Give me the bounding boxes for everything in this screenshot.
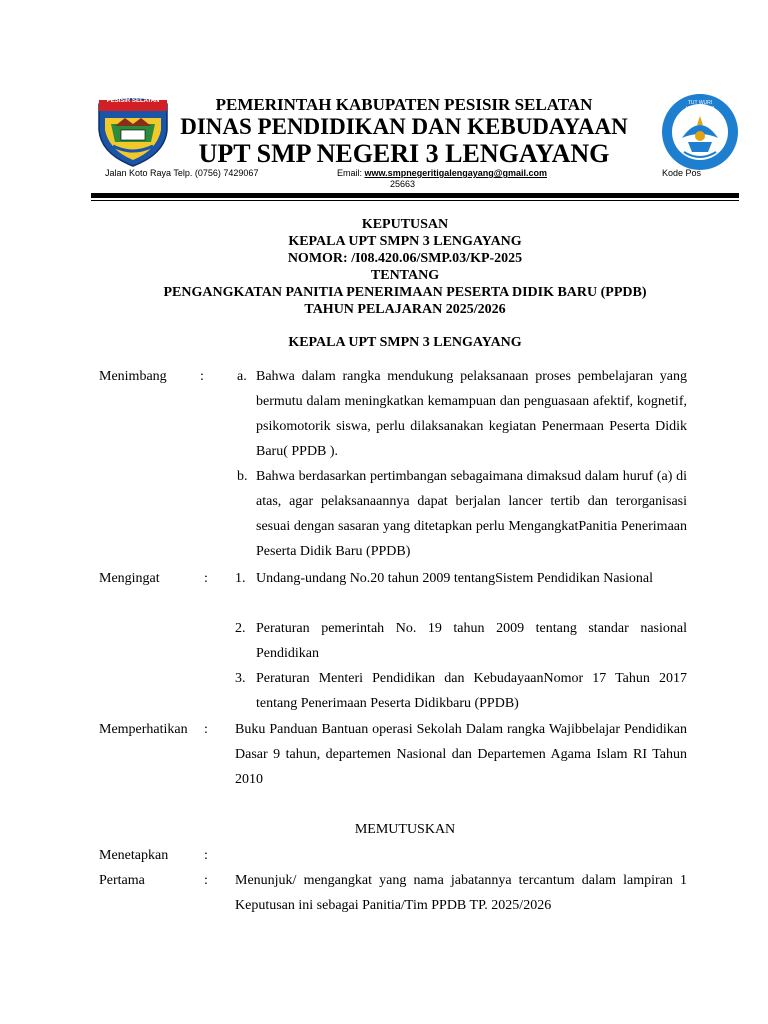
- decree-number: NOMOR: /I08.420.06/SMP.03/KP-2025: [287, 251, 523, 266]
- mengingat-item-text: Undang-undang No.20 tahun 2009 tentangSistem Pendidikan Nasional: [256, 571, 653, 586]
- decree-signer-heading: KEPALA UPT SMPN 3 LENGAYANG: [288, 335, 522, 350]
- mengingat-item-marker: 2.: [235, 621, 246, 636]
- menimbang-item-marker: a.: [237, 369, 247, 384]
- pertama-text: Menunjuk/ mengangkat yang nama jabatannya tercantum dalam lampiran 1 Keputusan ini sebagai Panitia/Tim PPDB TP. 2025/2026: [235, 873, 687, 913]
- memutuskan-heading: MEMUTUSKAN: [354, 822, 456, 837]
- decree-title: KEPUTUSAN: [361, 217, 449, 232]
- pertama-label: Pertama: [99, 873, 145, 888]
- pertama-colon: :: [204, 873, 208, 888]
- memperhatikan-text: Buku Panduan Bantuan operasi Sekolah Dalam rangka Wajibbelajar Pendidikan Dasar 9 tahun, departemen Nasional dan Departemen Agama Islam RI Tahun 2010: [235, 722, 687, 787]
- menimbang-label: Menimbang: [99, 369, 167, 384]
- menetapkan-label: Menetapkan: [99, 848, 169, 863]
- letterhead-email-label: Email:: [337, 168, 365, 178]
- decree-about: TENTANG: [370, 268, 440, 283]
- letterhead-address: Jalan Koto Raya Telp. (0756) 7429067: [105, 168, 259, 178]
- letterhead-thin-rule: [91, 200, 739, 201]
- letterhead-thick-rule: [91, 193, 739, 198]
- decree-school-year: TAHUN PELAJARAN 2025/2026: [304, 302, 506, 317]
- letterhead-postal-label: Kode Pos: [662, 168, 702, 178]
- decree-issuer: KEPALA UPT SMPN 3 LENGAYANG: [288, 234, 522, 249]
- memperhatikan-colon: :: [204, 722, 208, 737]
- tut-wuri-handayani-label: TUT WURI HANDAYANI: [685, 100, 715, 112]
- letterhead-government: PEMERINTAH KABUPATEN PESISIR SELATAN: [215, 95, 593, 114]
- menetapkan-colon: :: [204, 848, 208, 863]
- mengingat-item-text: Peraturan Menteri Pendidikan dan KebudayaanNomor 17 Tahun 2017 tentang Penerimaan Peserta Didikbaru (PPDB): [256, 671, 687, 711]
- mengingat-item-text: Peraturan pemerintah No. 19 tahun 2009 tentang standar nasional Pendidikan: [256, 621, 687, 661]
- mengingat-colon: :: [204, 571, 208, 586]
- letterhead-email-block: [337, 168, 547, 178]
- menimbang-item-marker: b.: [237, 469, 248, 484]
- letterhead-school-name: UPT SMP NEGERI 3 LENGAYANG: [198, 139, 610, 168]
- menimbang-item-text: Bahwa berdasarkan pertimbangan sebagaimana dimaksud dalam huruf (a) di atas, agar pelaksanaannya dapat berjalan lancer tertib dan terorganisasi sesuai dengan sasaran yang ditetapkan perlu MengangkatPanitia Penerimaan Peserta Didik Baru (PPDB): [256, 469, 687, 559]
- mengingat-item-marker: 1.: [235, 571, 246, 586]
- mengingat-label: Mengingat: [99, 571, 160, 586]
- menimbang-item-text: Bahwa dalam rangka mendukung pelaksanaan proses pembelajaran yang bermutu dalam meningkatkan kemampuan dan penguasaan afektif, kognetif, psikomotorik siswa, perlu dilaksanakan kegiatan Penermaan Peserta Didik Baru( PPDB ).: [256, 369, 687, 459]
- menimbang-colon: :: [200, 369, 204, 384]
- letterhead-email-link[interactable]: www.smpnegeritigalengayang@gmail.com: [364, 168, 547, 178]
- letterhead-postal-code: 25663: [390, 179, 416, 189]
- memperhatikan-label: Memperhatikan: [99, 722, 188, 737]
- regency-logo-label: PESISIR SELATAN: [106, 98, 160, 104]
- mengingat-item-marker: 3.: [235, 671, 246, 686]
- decree-subject: PENGANGKATAN PANITIA PENERIMAAN PESERTA DIDIK BARU (PPDB): [163, 285, 647, 300]
- letterhead-department: DINAS PENDIDIKAN DAN KEBUDAYAAN: [180, 114, 628, 139]
